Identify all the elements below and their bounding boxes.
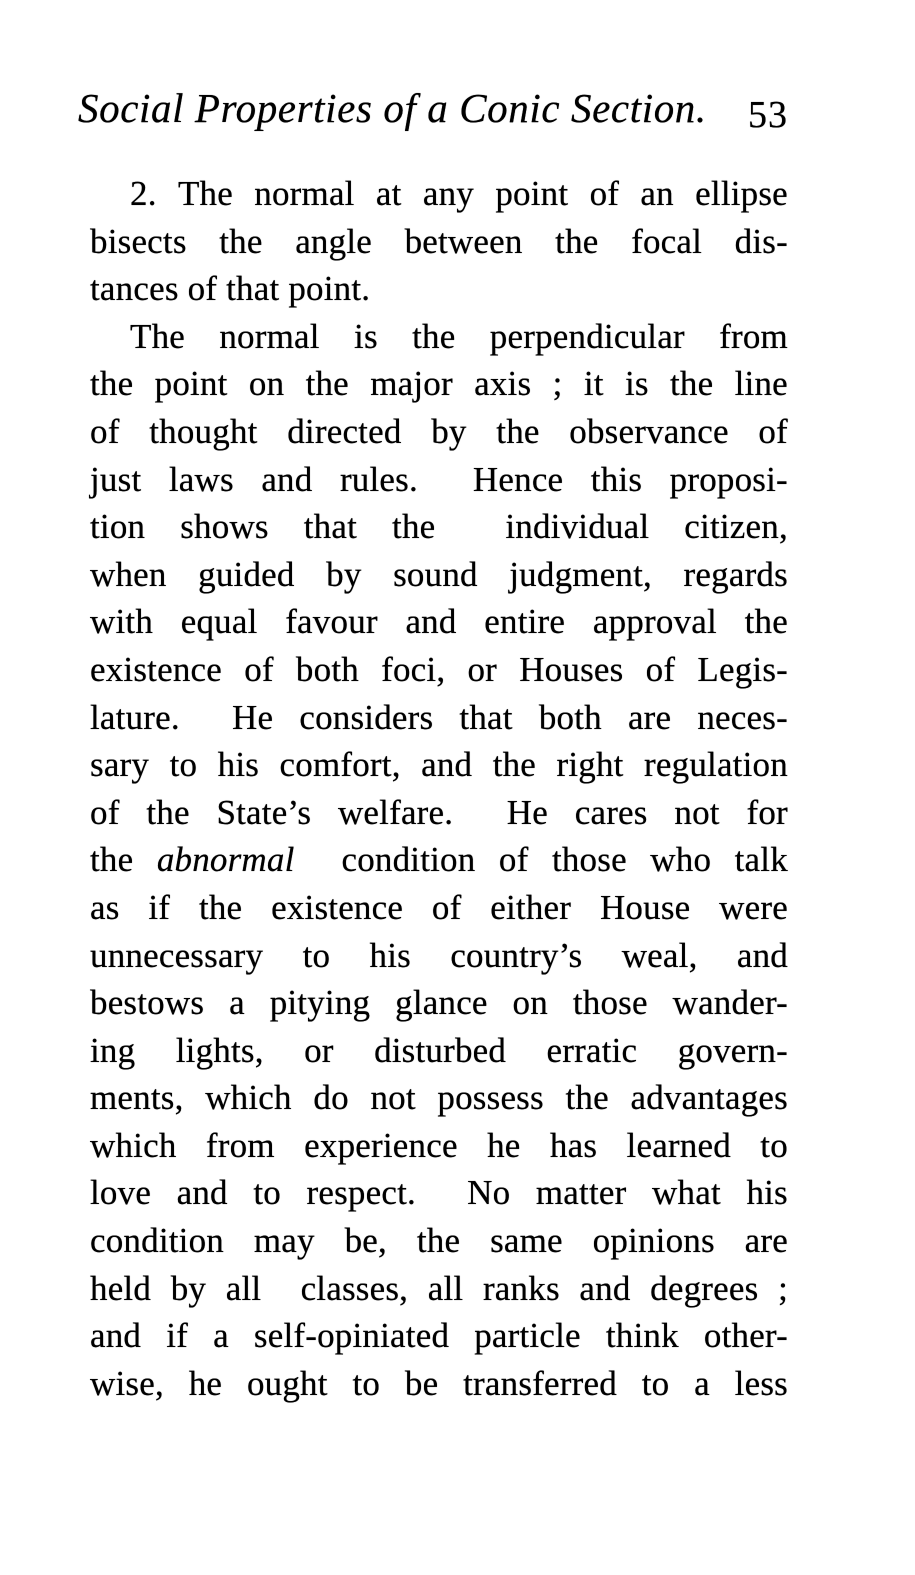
word: think: [605, 1316, 679, 1356]
page-number: 53: [748, 94, 788, 136]
word: talk: [734, 840, 788, 880]
text-line: [90, 789, 788, 837]
word: are: [627, 697, 672, 737]
word: is: [624, 364, 649, 404]
word: State’s: [216, 792, 312, 832]
word: to: [641, 1363, 670, 1403]
text-line: [90, 1217, 788, 1265]
word: pitying: [269, 983, 371, 1023]
word: a: [229, 983, 245, 1023]
word: regards: [683, 554, 788, 594]
word: citizen,: [684, 507, 788, 547]
word: may: [253, 1221, 315, 1261]
word: a: [213, 1316, 229, 1356]
word: thought: [149, 411, 258, 451]
word: No: [467, 1173, 511, 1213]
word: welfare.: [337, 792, 454, 832]
word: to: [253, 1173, 281, 1213]
word: erratic: [546, 1030, 638, 1070]
word: the: [219, 221, 263, 261]
word: self-opiniated: [253, 1316, 450, 1356]
word: degrees: [650, 1268, 759, 1308]
word: which: [205, 1078, 292, 1118]
word: both: [538, 697, 602, 737]
word: from: [719, 316, 788, 356]
text-line: [90, 265, 788, 313]
word: Houses: [519, 649, 624, 689]
word: and: [579, 1268, 631, 1308]
word: learned: [626, 1125, 731, 1165]
word: classes,: [300, 1268, 409, 1308]
word: comfort,: [279, 745, 401, 785]
word: the: [198, 887, 243, 927]
word: his: [369, 935, 411, 975]
word: weal,: [621, 935, 698, 975]
word: approval: [592, 602, 717, 642]
italic-word: abnormal: [156, 840, 295, 880]
word: of: [589, 174, 620, 213]
word: with: [90, 602, 154, 642]
word: unnecessary: [90, 935, 264, 975]
text-line: [90, 551, 788, 599]
word: the: [669, 364, 714, 404]
word: not: [370, 1078, 416, 1118]
word: on: [512, 983, 548, 1023]
word: when: [90, 554, 167, 594]
running-header: [78, 84, 788, 137]
word: rules.: [339, 459, 418, 499]
word: of: [90, 792, 120, 832]
word: lights,: [175, 1030, 264, 1070]
word: experience: [304, 1125, 458, 1165]
text-segment: tances of that point.: [90, 269, 371, 309]
word: advantages: [630, 1078, 788, 1118]
word: an: [640, 174, 674, 213]
word: entire: [484, 602, 566, 642]
text-line: [90, 1074, 788, 1122]
word: to: [760, 1125, 788, 1165]
text-line: [90, 1360, 788, 1408]
word: lature.: [90, 697, 180, 737]
word: wander-: [672, 983, 788, 1023]
word: sary: [90, 745, 150, 785]
word: of: [645, 649, 676, 689]
word: normal: [254, 174, 355, 213]
word: be,: [344, 1221, 387, 1261]
word: ;: [552, 364, 563, 404]
word: all: [427, 1268, 464, 1308]
word: transferred: [463, 1363, 617, 1403]
word: respect.: [306, 1173, 416, 1213]
word: less: [734, 1363, 788, 1403]
word: between: [404, 221, 523, 261]
word: if: [148, 887, 171, 927]
text-line: [90, 646, 788, 694]
text-line: [90, 1122, 788, 1170]
word: his: [746, 1173, 788, 1213]
word: opinions: [592, 1221, 715, 1261]
word: the: [555, 221, 599, 261]
text-line: [90, 694, 788, 742]
word: from: [205, 1125, 275, 1165]
word: same: [490, 1221, 563, 1261]
word: ments,: [90, 1078, 184, 1118]
word: the: [565, 1078, 609, 1118]
word: point: [154, 364, 228, 404]
word: regulation: [644, 745, 788, 785]
word: directed: [287, 411, 402, 451]
word: is: [354, 316, 378, 356]
word: love: [90, 1173, 152, 1213]
text-line: [90, 313, 788, 361]
word: 2.: [130, 174, 157, 213]
word: the: [392, 507, 436, 547]
word: point: [495, 174, 569, 213]
word: to: [352, 1363, 381, 1403]
word: ;: [778, 1268, 788, 1308]
text-line: [90, 408, 788, 456]
word: and: [405, 602, 457, 642]
word: the: [496, 411, 540, 451]
word: He: [506, 792, 548, 832]
word: held: [90, 1268, 152, 1308]
word: major: [370, 364, 453, 404]
word: existence: [271, 887, 404, 927]
word: and: [736, 935, 788, 975]
text-line: [90, 503, 788, 551]
word: a: [694, 1363, 710, 1403]
word: those: [551, 840, 627, 880]
text-line: [90, 741, 788, 789]
word: House: [599, 887, 691, 927]
word: glance: [395, 983, 488, 1023]
word: those: [572, 983, 648, 1023]
word: by: [431, 411, 467, 451]
word: just: [90, 459, 142, 499]
word: he: [188, 1363, 223, 1403]
word: to: [302, 935, 331, 975]
page-body: [90, 170, 788, 1407]
word: ranks: [482, 1268, 560, 1308]
text-line: [90, 456, 788, 504]
word: which: [90, 1125, 177, 1165]
word: of: [498, 840, 529, 880]
word: ing: [90, 1030, 136, 1070]
word: of: [90, 411, 120, 451]
word: to: [169, 745, 198, 785]
word: the: [744, 602, 788, 642]
text-line: [90, 598, 788, 646]
word: foci,: [381, 649, 446, 689]
word: neces-: [697, 697, 788, 737]
text-line: [90, 360, 788, 408]
word: individual: [505, 507, 650, 547]
word: normal: [219, 316, 320, 356]
word: equal: [180, 602, 258, 642]
word: who: [650, 840, 712, 880]
word: matter: [535, 1173, 627, 1213]
word: on: [248, 364, 285, 404]
word: and: [261, 459, 313, 499]
word: the: [416, 1221, 461, 1261]
word: that: [303, 507, 358, 547]
word: sound: [393, 554, 478, 594]
word: possess: [437, 1078, 544, 1118]
word: Hence: [472, 459, 564, 499]
word: observance: [569, 411, 729, 451]
word: laws: [168, 459, 234, 499]
word: ought: [246, 1363, 328, 1403]
word: condition: [90, 1221, 225, 1261]
word: The: [130, 316, 186, 356]
word: are: [744, 1221, 788, 1261]
word: what: [652, 1173, 721, 1213]
word: wise,: [90, 1363, 164, 1403]
word: proposi-: [669, 459, 788, 499]
word: tion: [90, 507, 146, 547]
word: at: [375, 174, 402, 213]
word: bestows: [90, 983, 205, 1023]
word: other-: [703, 1316, 788, 1356]
text-line: [90, 884, 788, 932]
word: that: [459, 697, 513, 737]
word: or: [304, 1030, 334, 1070]
word: particle: [474, 1316, 581, 1356]
word: his: [217, 745, 260, 785]
word: axis: [474, 364, 532, 404]
word: existence: [90, 649, 223, 689]
word: right: [556, 745, 624, 785]
word: any: [422, 174, 475, 213]
word: has: [549, 1125, 598, 1165]
word: The: [177, 174, 233, 213]
word: were: [719, 887, 788, 927]
word: be: [404, 1363, 439, 1403]
text-line: [90, 979, 788, 1027]
text-line: [90, 836, 788, 884]
word: of: [758, 411, 788, 451]
text-line: [90, 1169, 788, 1217]
word: as: [90, 887, 120, 927]
word: the: [492, 745, 537, 785]
word: considers: [299, 697, 434, 737]
text-line: [90, 1265, 788, 1313]
word: favour: [285, 602, 378, 642]
word: ellipse: [695, 174, 788, 213]
running-header-title: Social Properties of a Conic Section.: [78, 85, 707, 131]
word: of: [244, 649, 274, 689]
word: guided: [198, 554, 295, 594]
word: either: [490, 887, 572, 927]
word: if: [166, 1316, 188, 1356]
word: not: [674, 792, 720, 832]
word: and: [421, 745, 473, 785]
word: govern-: [677, 1030, 788, 1070]
word: do: [313, 1078, 349, 1118]
word: he: [487, 1125, 521, 1165]
word: focal: [631, 221, 703, 261]
word: and: [90, 1316, 142, 1356]
word: the: [90, 364, 134, 404]
text-line: [90, 1312, 788, 1360]
word: it: [583, 364, 604, 404]
word: cares: [574, 792, 648, 832]
word: or: [467, 649, 498, 689]
word: by: [170, 1268, 207, 1308]
word: both: [295, 649, 359, 689]
word: disturbed: [374, 1030, 507, 1070]
word: the: [146, 792, 190, 832]
text-line: [90, 1027, 788, 1075]
word: the: [412, 316, 456, 356]
word: Legis-: [697, 649, 788, 689]
word: condition: [341, 840, 476, 880]
word: perpendicular: [489, 316, 685, 356]
word: for: [746, 792, 788, 832]
word: shows: [180, 507, 269, 547]
word: bisects: [90, 221, 187, 261]
word: the: [90, 840, 134, 880]
text-line: [90, 932, 788, 980]
word: the: [305, 364, 349, 404]
word: of: [431, 887, 462, 927]
word: and: [176, 1173, 228, 1213]
word: judgment,: [509, 554, 653, 594]
word: angle: [295, 221, 372, 261]
word: country’s: [450, 935, 583, 975]
word: by: [326, 554, 362, 594]
word: this: [590, 459, 643, 499]
word: He: [232, 697, 274, 737]
word: line: [734, 364, 788, 404]
word: dis-: [734, 221, 788, 261]
text-line: [90, 218, 788, 266]
word: all: [225, 1268, 262, 1308]
text-line: [90, 170, 788, 218]
